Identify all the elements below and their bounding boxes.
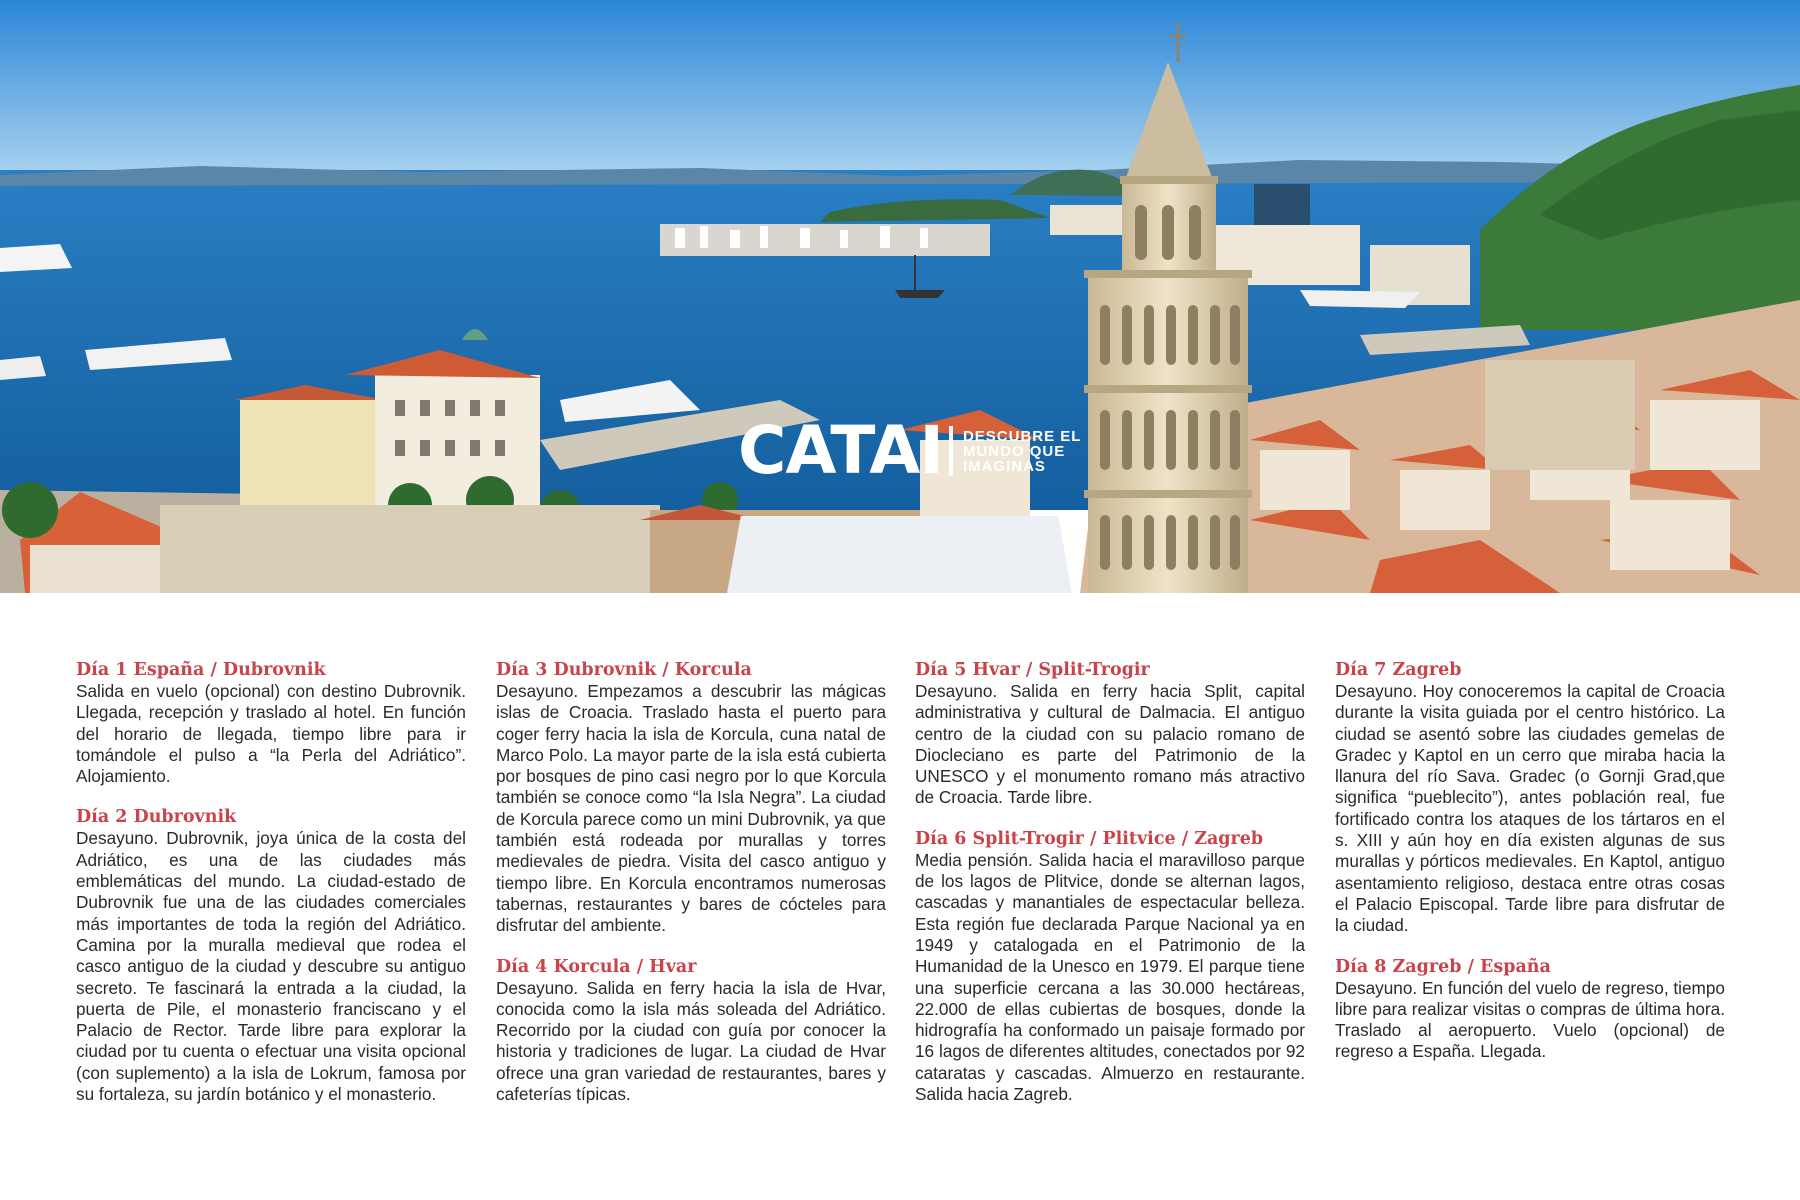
day-description: Salida en vuelo (opcional) con destino Dubrovnik. Llegada, recepción y traslado al hotel. En función del horario de llegada, tiempo libre para ir tomándole el pulso a “la Perla del Adriático”. Alojamiento. [76, 681, 466, 787]
logo-wordmark: CATAI [738, 412, 943, 489]
day-title: Día 1 España / Dubrovnik [76, 660, 326, 680]
city-harbor-illustration [0, 0, 1800, 593]
day-entry [76, 807, 466, 1105]
day-description: Desayuno. Empezamos a descubrir las mágicas islas de Croacia. Traslado hasta el puerto para coger ferry hacia la isla de Korcula, cuna natal de Marco Polo. La mayor parte de la isla está cubierta por bosques de pino casi negro por lo que Korcula también se conoce como “la Isla Negra”. La ciudad de Korcula parece como un mini Dubrovnik, ya que también está rodeada por murallas y torres medievales de piedra. Visita del casco antiguo y tiempo libre. En Korcula encontramos numerosas tabernas, restaurantes y bares de cócteles para disfrutar del ambiente. [496, 681, 886, 936]
day-description: Desayuno. En función del vuelo de regreso, tiempo libre para realizar visitas o compras de última hora. Traslado al aeropuerto. Vuelo (opcional) de regreso a España. Llegada. [1335, 977, 1725, 1062]
itinerary-column-1 [76, 660, 466, 1125]
day-title: Día 8 Zagreb / España [1335, 956, 1551, 977]
day-entry [1335, 660, 1725, 937]
day-title: Día 5 Hvar / Split-Trogir [915, 660, 1150, 680]
catai-logo [738, 412, 1082, 489]
tagline-line-1: DESCUBRE EL [962, 427, 1082, 445]
day-entry [915, 829, 1305, 1106]
day-description: Media pensión. Salida hacia el maravilloso parque de los lagos de Plitvice, donde se alternan lagos, cascadas y manantiales de espectacular belleza. Esta región fue declarada Parque Nacional ya en 1949 y catalogada en el Patrimonio de la Humanidad de la Unesco en 1979. El parque tiene una superficie cercana a las 30.000 hectáreas, 22.000 de ellas cubiertas de bosques, donde la hidrografía ha conformado un paisaje formado por 16 lagos de diferentes altitudes, conectados por 92 cataratas y cascadas. Almuerzo en restaurante. Salida hacia Zagreb. [915, 849, 1305, 1105]
header-tab-shape [727, 516, 1072, 593]
itinerary-column-4 [1335, 660, 1725, 1083]
day-entry [496, 660, 886, 937]
day-description: Desayuno. Dubrovnik, joya única de la costa del Adriático, es una de las ciudades más emblemáticas del mundo. La ciudad-estado de Dubrovnik fue una de las ciudades comerciales más importantes de toda la región del Adriático. Camina por la muralla medieval que rodea el casco antiguo de la ciudad y descubre su antiguo secreto. Te fascinará la entrada a la ciudad, la puerta de Pile, el monasterio franciscano y el Palacio de Rector. Tarde libre para explorar la ciudad por tu cuenta o efectuar una visita opcional (con suplemento) a la isla de Lokrum, famosa por su fortaleza, su jardín botánico y el monasterio. [76, 828, 466, 1105]
day-title: Día 4 Korcula / Hvar [496, 956, 697, 977]
itinerary-column-2 [496, 660, 886, 1125]
hero-photo [0, 0, 1800, 593]
day-title: Día 3 Dubrovnik / Korcula [496, 660, 752, 680]
day-entry [496, 957, 886, 1106]
day-description: Desayuno. Salida en ferry hacia Split, capital administrativa y cultural de Dalmacia. El antiguo centro de la ciudad con su palacio romano de Diocleciano es parte del Patrimonio de la UNESCO y el monumento romano más atractivo de Croacia. Tarde libre. [915, 681, 1305, 808]
day-description: Desayuno. Hoy conoceremos la capital de Croacia durante la visita guiada por el centro histórico. La ciudad se asentó sobre las ciudades gemelas de Gradec y Kaptol en un cerro que miraba hacia la llanura del río Sava. Gradec (o Gornji Grad,que significa “pueblecito”), antes población real, fue fortificado contra los ataques de los tártaros en el s. XIII y aún hoy en día existen algunas de sus murallas y pórticos medievales. En Kaptol, antiguo asentamiento religioso, destaca entre otras cosas el Palacio Episcopal. Tarde libre para disfrutar de la ciudad. [1335, 681, 1725, 936]
day-entry [915, 660, 1305, 809]
tagline-line-3: IMAGINAS [962, 457, 1046, 475]
day-title: Día 7 Zagreb [1335, 660, 1462, 680]
tagline-line-2: MUNDO QUE [962, 442, 1066, 460]
day-title: Día 6 Split-Trogir / Plitvice / Zagreb [915, 828, 1264, 849]
logo-divider [949, 426, 953, 476]
day-entry [1335, 957, 1725, 1063]
day-entry [76, 660, 466, 787]
logo-tagline [963, 429, 1082, 474]
day-description: Desayuno. Salida en ferry hacia la isla de Hvar, conocida como la isla más soleada del Adriático. Recorrido por la ciudad con guía por conocer la historia y tradiciones de lugar. La ciudad de Hvar ofrece una gran variedad de restaurantes, bares y cafeterías típicas. [496, 977, 886, 1105]
day-title: Día 2 Dubrovnik [76, 807, 237, 828]
itinerary-column-3 [915, 660, 1305, 1125]
